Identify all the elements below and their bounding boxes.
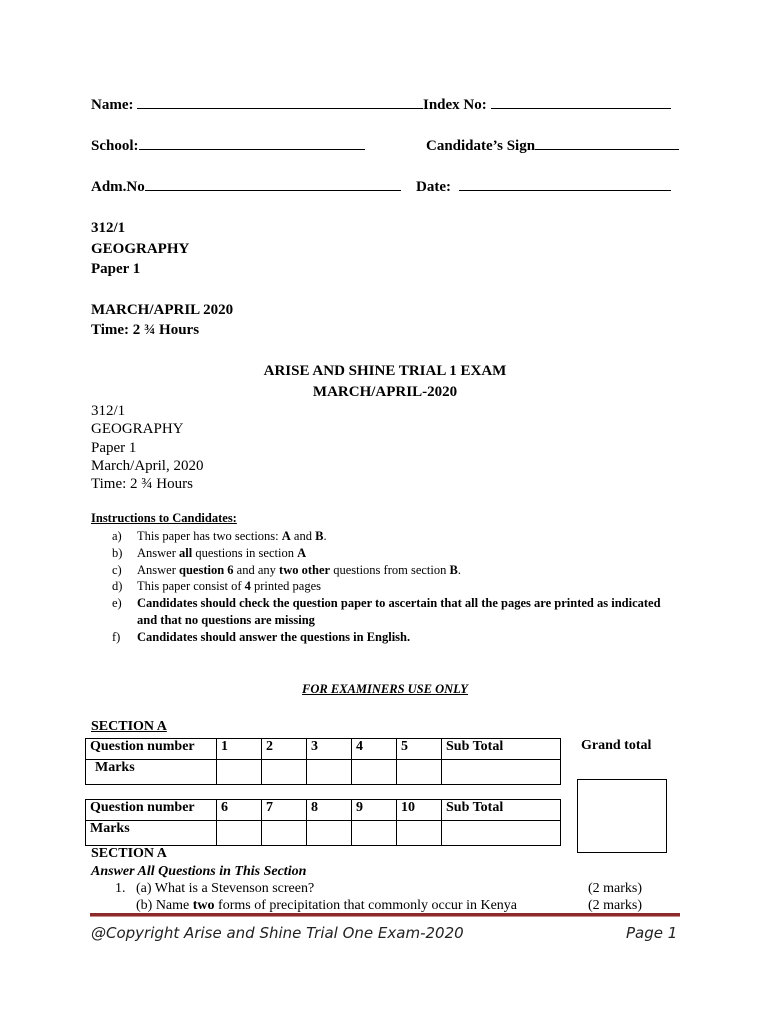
grand-total-label: Grand total bbox=[581, 738, 652, 753]
school-blank bbox=[139, 136, 365, 150]
paper-info-bold bbox=[91, 218, 233, 341]
grand-total-box[interactable] bbox=[577, 779, 667, 853]
footer-rule bbox=[90, 913, 680, 917]
question-1b-marks: (2 marks) bbox=[588, 898, 643, 913]
table-cell: 2 bbox=[262, 739, 307, 760]
instruction-item: b) Answer all questions in section A bbox=[112, 545, 307, 560]
table-cell: 9 bbox=[352, 800, 397, 821]
adm-field bbox=[91, 177, 401, 196]
subtotal-header: Sub Total bbox=[442, 800, 561, 821]
exam-title-line2: MARCH/APRIL-2020 bbox=[312, 383, 458, 400]
name-label: Name: bbox=[91, 97, 134, 113]
table-row bbox=[86, 739, 561, 760]
school-field bbox=[91, 136, 365, 155]
subtotal-input-cell[interactable] bbox=[442, 821, 561, 846]
instruction-item: c) Answer question 6 and any two other questions from section B. bbox=[112, 562, 461, 577]
index-label: Index No: bbox=[423, 97, 487, 113]
index-field bbox=[423, 95, 671, 114]
marks-input-cell[interactable] bbox=[397, 821, 442, 846]
plain-code: 312/1 bbox=[91, 403, 126, 419]
instruction-item: f) Candidates should answer the questions in English. bbox=[112, 629, 411, 644]
question-number-header: Question number bbox=[86, 800, 217, 821]
plain-session: March/April, 2020 bbox=[91, 457, 204, 474]
marks-table-2 bbox=[85, 799, 561, 846]
marks-label: Marks bbox=[86, 821, 217, 846]
exam-title-line1: ARISE AND SHINE TRIAL 1 EXAM bbox=[263, 363, 507, 379]
table-cell: 6 bbox=[217, 800, 262, 821]
paper-subject: GEOGRAPHY bbox=[91, 240, 190, 257]
marks-input-cell[interactable] bbox=[307, 821, 352, 846]
table-cell: 7 bbox=[262, 800, 307, 821]
marks-input-cell[interactable] bbox=[307, 760, 352, 785]
question-1-number: 1. bbox=[115, 881, 126, 896]
table-cell: 5 bbox=[397, 739, 442, 760]
adm-blank bbox=[145, 177, 401, 191]
exam-title bbox=[0, 361, 770, 402]
examiners-heading: FOR EXAMINERS USE ONLY bbox=[302, 682, 468, 696]
marks-input-cell[interactable] bbox=[352, 821, 397, 846]
section-a-subtitle: Answer All Questions in This Section bbox=[91, 864, 307, 879]
section-a-title: SECTION A bbox=[91, 846, 167, 861]
marks-table-1 bbox=[85, 738, 561, 785]
date-field bbox=[416, 177, 671, 196]
sign-blank bbox=[535, 136, 679, 150]
sign-field bbox=[426, 136, 679, 155]
marks-label: Marks bbox=[86, 760, 217, 785]
date-blank bbox=[459, 177, 671, 191]
name-field bbox=[91, 95, 423, 114]
instructions-heading: Instructions to Candidates: bbox=[91, 511, 237, 525]
paper-session: MARCH/APRIL 2020 bbox=[91, 301, 234, 318]
table-cell: 1 bbox=[217, 739, 262, 760]
marks-input-cell[interactable] bbox=[352, 760, 397, 785]
examiners-section-label: SECTION A bbox=[91, 719, 167, 734]
table-row bbox=[86, 821, 561, 846]
name-blank bbox=[137, 95, 423, 109]
school-label: School: bbox=[91, 138, 139, 154]
plain-time: Time: 2 ¾ Hours bbox=[91, 476, 193, 493]
sign-label: Candidate’s Sign bbox=[426, 138, 536, 154]
table-cell: 3 bbox=[307, 739, 352, 760]
marks-input-cell[interactable] bbox=[262, 760, 307, 785]
plain-paper: Paper 1 bbox=[91, 439, 137, 456]
date-label: Date: bbox=[416, 179, 451, 195]
paper-info-plain bbox=[91, 402, 203, 493]
table-cell: 10 bbox=[397, 800, 442, 821]
marks-input-cell[interactable] bbox=[217, 821, 262, 846]
subtotal-header: Sub Total bbox=[442, 739, 561, 760]
marks-input-cell[interactable] bbox=[262, 821, 307, 846]
instruction-item: d) This paper consist of 4 printed pages bbox=[112, 579, 321, 594]
question-1a-marks: (2 marks) bbox=[588, 881, 643, 896]
paper-code: 312/1 bbox=[91, 220, 126, 236]
paper-number: Paper 1 bbox=[91, 261, 141, 277]
question-number-header: Question number bbox=[86, 739, 217, 760]
adm-label: Adm.No bbox=[91, 179, 145, 195]
question-1a: (a) What is a Stevenson screen? bbox=[136, 881, 315, 896]
table-row bbox=[86, 760, 561, 785]
instructions-list bbox=[92, 528, 672, 646]
table-cell: 4 bbox=[352, 739, 397, 760]
question-1b: (b) Name two forms of precipitation that commonly occur in Kenya bbox=[136, 898, 518, 913]
marks-input-cell[interactable] bbox=[217, 760, 262, 785]
paper-time: Time: 2 ¾ Hours bbox=[91, 322, 200, 338]
plain-subject: GEOGRAPHY bbox=[91, 421, 184, 438]
page-number: Page 1 bbox=[626, 924, 678, 942]
marks-input-cell[interactable] bbox=[397, 760, 442, 785]
table-cell: 8 bbox=[307, 800, 352, 821]
subtotal-input-cell[interactable] bbox=[442, 760, 561, 785]
instruction-item: e) Candidates should check the question paper to ascertain that all the pages are printed as indicated and that no questions are missing bbox=[112, 596, 661, 627]
footer-copyright: @Copyright Arise and Shine Trial One Exam-2020 bbox=[91, 924, 464, 942]
table-row bbox=[86, 800, 561, 821]
instruction-item: a) This paper has two sections: A and B. bbox=[112, 529, 327, 543]
index-blank bbox=[491, 95, 671, 109]
